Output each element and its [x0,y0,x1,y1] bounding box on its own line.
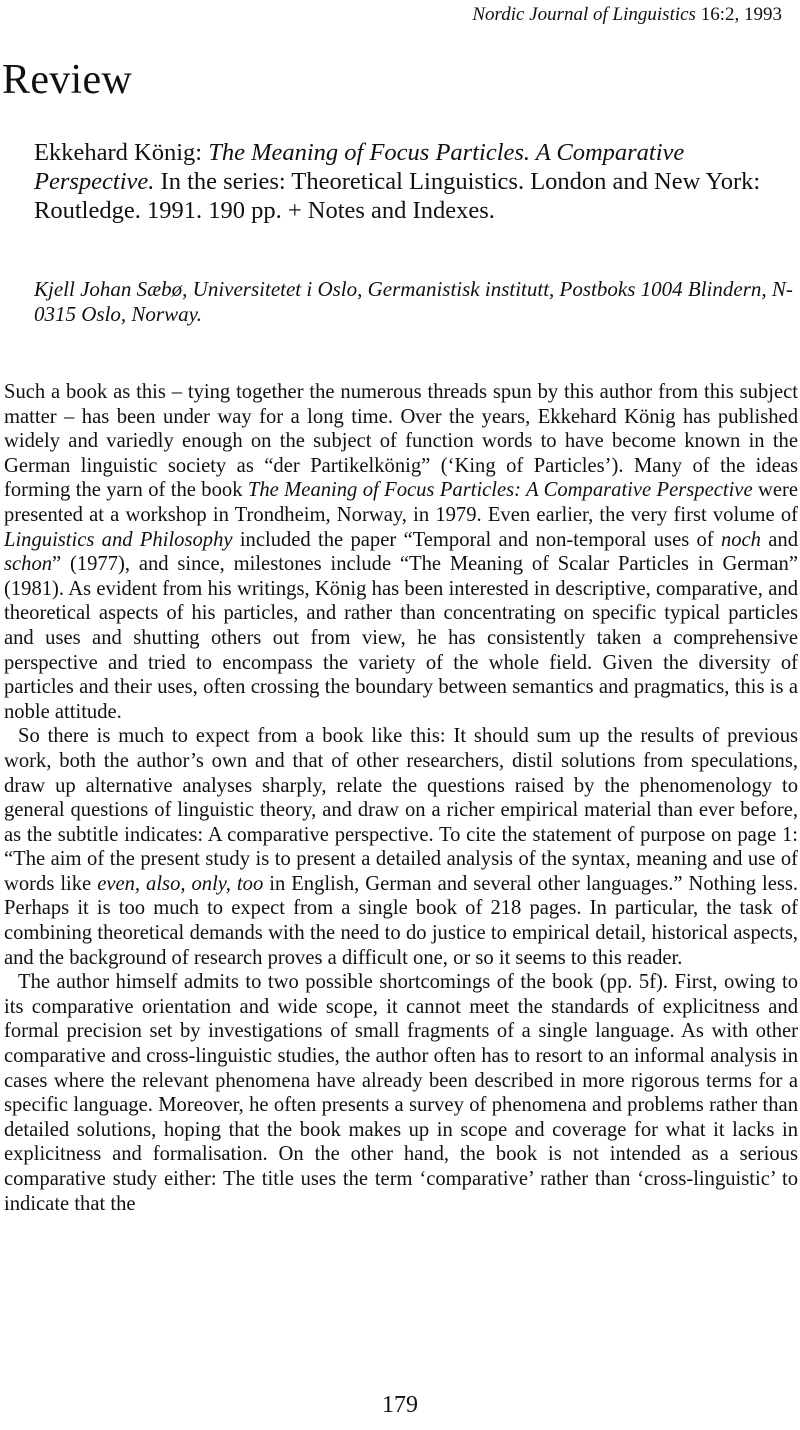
p2-example-words: even, also, only, too [97,872,264,895]
book-citation [34,138,794,225]
p2-text-a: So there is much to expect from a book like this: It should sum up the results of previous work, both the author’s own and that of other researchers, distil solutions from speculations, draw up alternative analyses sharply, relate the questions raised by the phenomenology to general questions of linguistic theory, and draw on a richer empirical material than ever before, as the subtitle indicates: A comparative perspective. To cite the statement of purpose on page 1: “The aim of the present study is to present a detailed analysis of the syntax, meaning and use of words like [4,725,798,895]
citation-author: Ekkehard König: [34,139,209,166]
paragraph-3: The author himself admits to two possible shortcomings of the book (pp. 5f). First, owing to its comparative orientation and wide scope, it cannot meet the standards of explicitness and formal precision set by investigations of small fragments of a single language. As with other comparative and cross-linguistic studies, the author often has to resort to an informal analysis in cases where the relevant phenomena have already been described in more rigorous terms for a specific language. Moreover, he often presents a survey of phenomena and problems rather than detailed solutions, hoping that the book makes up in scope and coverage for what it lacks in explicitness and formalisation. On the other hand, the book is not intended as a serious comparative study either: The title uses the term ‘comparative’ rather than ‘cross-linguistic’ to indicate that the [4,971,798,1215]
paragraph-2 [4,724,798,970]
citation-details: In the series: Theoretical Linguistics. London and New York: Routledge. 1991. 190 pp. + Notes and Indexes. [34,168,761,224]
citation-book-title: The Meaning of Focus Particles. A Comparative Perspective. [34,139,685,195]
review-body [4,380,798,1216]
p1-text-c: included the paper “Temporal and non-temporal uses of [232,528,721,551]
p1-word-noch: noch [720,528,761,551]
reviewer-affiliation: Kjell Johan Sæbø, Universitetet i Oslo, Germanistisk institutt, Postboks 1004 Blindern, N-0315 Oslo, Norway. [34,277,793,326]
paragraph-1 [4,380,798,724]
page-number: 179 [382,1392,418,1418]
p1-word-schon: schon [4,553,53,576]
p1-text-a: Such a book as this – tying together the numerous threads spun by this author from this subject matter – has been under way for a long time. Over the years, Ekkehard König has published widely and variedly enough on the subject of function words to have become known in the German linguistic society as “der Partikelkönig” (‘King of Particles’). Many of the ideas forming the yarn of the book [4,381,798,502]
journal-header [472,4,782,26]
volume-year: 16:2, 1993 [700,4,782,25]
p1-text-b: were presented at a workshop in Trondheim, Norway, in 1979. Even earlier, the very first volume of [4,479,798,526]
journal-name: Nordic Journal of Linguistics [472,4,696,25]
p1-journal-title: Linguistics and Philosophy [4,528,233,551]
p1-text-e: ” (1977), and since, milestones include “The Meaning of Scalar Particles in German” (1981). As evident from his writings, König has been interested in descriptive, comparative, and theoretical aspects of his particles, and rather than concentrating on specific typical particles and uses and shutting others out from view, he has consistently taken a comprehensive perspective and tried to encompass the variety of the whole field. Given the diversity of particles and their uses, often crossing the boundary between semantics and pragmatics, this is a noble attitude. [4,553,798,723]
p2-text-b: in English, German and several other languages.” Nothing less. Perhaps it is too much to expect from a single book of 218 pages. In particular, the task of combining theoretical demands with the need to do justice to empirical detail, historical aspects, and the background of research proves a difficult one, or so it seems to this reader. [4,872,799,969]
p1-book-title: The Meaning of Focus Particles: A Comparative Perspective [247,479,753,502]
section-title: Review [2,57,133,103]
p1-text-d: and [760,528,799,551]
